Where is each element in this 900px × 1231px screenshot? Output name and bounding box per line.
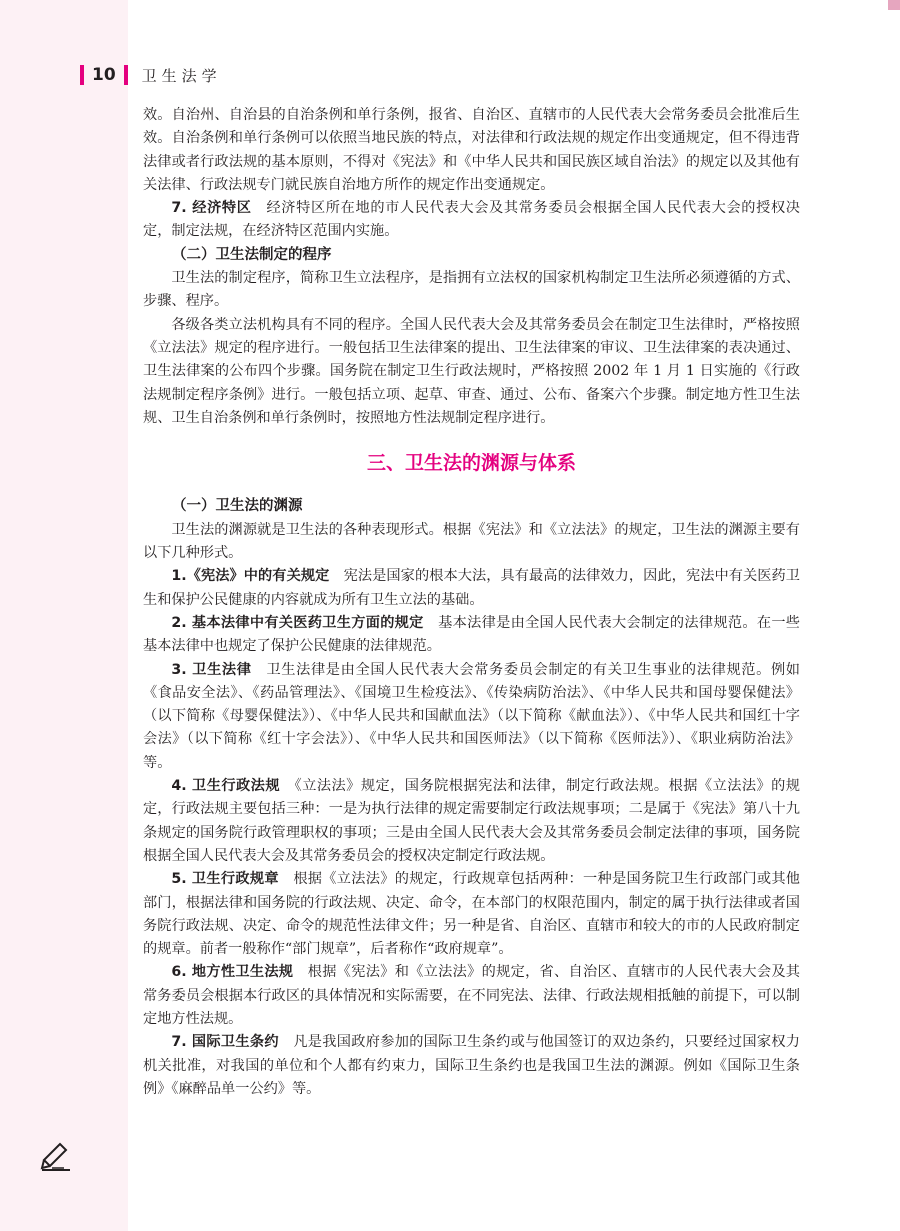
item-label: 2. 基本法律中有关医药卫生方面的规定 [171,614,424,631]
list-item [143,868,800,961]
item-label: 7. 国际卫生条约 [171,1034,279,1051]
item-label: 5. 卫生行政规章 [171,871,279,888]
page-body [143,104,800,1101]
item-label: 1.《宪法》中的有关规定 [171,568,330,585]
item-text: 根据《立法法》的规定，行政规章包括两种：一种是国务院卫生行政部门或其他部门，根据法律和国务院的行政法规、决定、命令，在本部门的权限范围内，制定的属于执行法律或者国务院行政法规、决定、命令的规范性法律文件；另一种是省、自治区、直辖市和较大的市的人民政府制定的规章。前者一般称作“部门规章”，后者称作“政府规章”。 [143,871,800,958]
subsection-heading: （二）卫生法制定的程序 [172,246,332,263]
item-text: 宪法是国家的根本大法，具有最高的法律效力，因此，宪法中有关医药卫生和保护公民健康的内容就成为所有卫生立法的基础。 [143,568,800,608]
list-item [143,612,800,659]
item-text: 根据《宪法》和《立法法》的规定，省、自治区、直辖市的人民代表大会及其常务委员会根据本行政区的具体情况和实际需要，在不同宪法、法律、行政法规相抵触的前提下，可以制定地方性法规。 [143,964,800,1027]
item-text: 卫生法律是由全国人民代表大会常务委员会制定的有关卫生事业的法律规范。例如《食品安全法》、《药品管理法》、《国境卫生检疫法》、《传染病防治法》、《中华人民共和国母婴保健法》（以下简称《母婴保健法》）、《中华人民共和国献血法》（以下简称《献血法》）、《中华人民共和国红十字会法》（以下简称《红十字会法》）、《中华人民共和国医师法》（以下简称《医师法》）、《职业病防治法》等。 [143,661,800,771]
left-margin-band [0,0,128,1231]
item-text: 《立法法》规定，国务院根据宪法和法律，制定行政法规。根据《立法法》的规定，行政法规主要包括三种：一是为执行法律的规定需要制定行政法规事项；二是属于《宪法》第八十九条规定的国务院行政管理职权的事项；三是由全国人民代表大会及其常务委员会制定法律的事项，国务院根据全国人民代表大会及其常务委员会的授权决定制定行政法规。 [143,778,800,864]
paragraph [143,197,800,244]
list-item [143,565,800,612]
item-text: 经济特区所在地的市人民代表大会及其常务委员会根据全国人民代表大会的授权决定，制定法规，在经济特区范围内实施。 [143,200,800,240]
list-item [143,961,800,1031]
running-head-bar [80,65,84,85]
subsection-heading: （一）卫生法的渊源 [172,498,303,515]
section-heading: 三、卫生法的渊源与体系 [366,452,576,475]
corner-mark [888,0,900,10]
paragraph: 卫生法的制定程序，简称卫生立法程序，是指拥有立法权的国家机构制定卫生法所必须遵循的方式、步骤、程序。 [143,270,800,310]
item-text: 凡是我国政府参加的国际卫生条约或与他国签订的双边条约，只要经过国家权力机关批准，对我国的单位和个人都有约束力，国际卫生条约也是我国卫生法的渊源。例如《国际卫生条例》《麻醉品单一公约》等。 [143,1034,800,1097]
pen-note-icon [40,1138,74,1172]
list-item [143,775,800,868]
book-title: 卫生法学 [141,66,222,85]
item-label: 3. 卫生法律 [171,661,252,678]
list-item [143,1031,800,1101]
item-label: 7. 经济特区 [171,200,252,217]
item-label: 6. 地方性卫生法规 [171,964,294,981]
item-text: 基本法律是由全国人民代表大会制定的法律规范。在一些基本法律中也规定了保护公民健康的法律规范。 [143,614,800,655]
running-head [80,62,222,88]
page-number: 10 [92,65,116,85]
list-item [143,659,800,775]
paragraph: 卫生法的渊源就是卫生法的各种表现形式。根据《宪法》和《立法法》的规定，卫生法的渊源主要有以下几种形式。 [143,521,800,562]
item-label: 4. 卫生行政法规 [171,778,280,795]
paragraph: 各级各类立法机构具有不同的程序。全国人民代表大会及其常务委员会在制定卫生法律时，严格按照《立法法》规定的程序进行。一般包括卫生法律案的提出、卫生法律案的审议、卫生法律案的表决通过、卫生法律案的公布四个步骤。国务院在制定卫生行政法规时，严格按照 2002 年 1 月 1 日实施的《行政法规制定程序条例》进行。一般包括立项、起草、审查、通过、公布、备案六个步骤。制定地方性卫生法规、卫生自治条例和单行条例时，按照地方性法规制定程序进行。 [143,316,800,426]
paragraph: 效。自治州、自治县的自治条例和单行条例，报省、自治区、直辖市的人民代表大会常务委员会批准后生效。自治条例和单行条例可以依照当地民族的特点，对法律和行政法规的规定作出变通规定，但不得违背法律或者行政法规的基本原则，不得对《宪法》和《中华人民共和国民族区域自治法》的规定以及其他有关法律、行政法规专门就民族自治地方所作的规定作出变通规定。 [143,107,800,193]
running-head-bar [124,65,128,85]
